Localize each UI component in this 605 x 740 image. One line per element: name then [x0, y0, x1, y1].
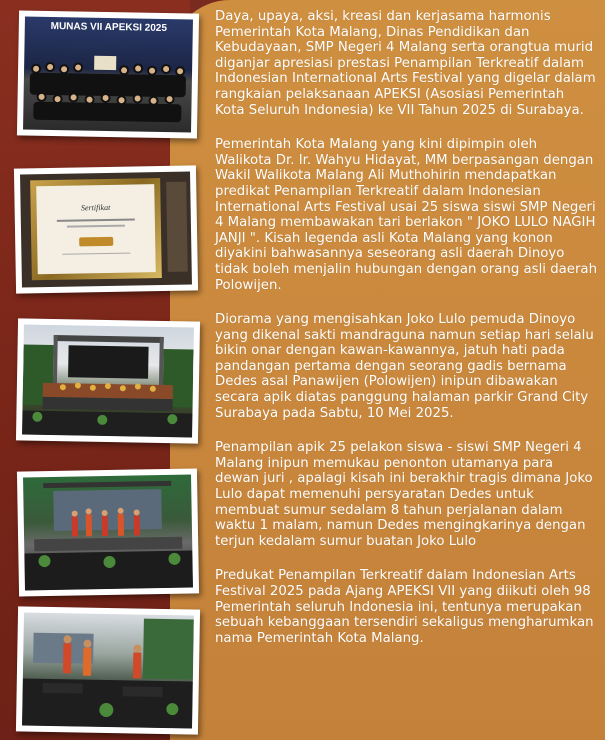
paragraph-3: Diorama yang mengisahkan Joko Lulo pemuda Dinoyo yang dikenal sakti mandraguna namun setiap hari selalu bikin onar dengan kawan-kawannya, jatuh hati pada pandangan pertama dengan seorang gadis bernama Dedes asal Panawijen (Polowijen) inipun dibawakan secara apik diatas panggung halaman parkir Grand City Surabaya pada Sabtu, 10 Mei 2025. [215, 312, 594, 421]
paragraph-5: Predukat Penampilan Terkreatif dalam Indonesian Arts Festival 2025 pada Ajang APEKSI VII yang diikuti oleh 98 Pemerintah seluruh Indonesia ini, tentunya merupakan sebuah kebanggaan tersendiri sekaligus mengharumkan nama Pemerintah Kota Malang. [215, 568, 594, 646]
paragraph-4: Penampilan apik 25 pelakon siswa - siswi SMP Negeri 4 Malang inipun memukau penonton utamanya para dewan juri , apalagi kisah ini berakhir tragis dimana Joko Lulo dapat memenuhi persyaratan Dedes untuk membuat sumur sedalam 8 tahun perjalanan dalam waktu 1 malam, namun Dedes mengingkarinya dengan terjun kedalam sumur buatan Joko Lulo [215, 440, 593, 549]
group-photo [17, 10, 199, 138]
certificate-frame [30, 178, 162, 280]
banner-caption: MUNAS VII APEKSI 2025 [50, 20, 168, 35]
group-people-illustration [23, 17, 193, 133]
paragraph-2: Pemerintah Kota Malang yang kini dipimpin oleh Walikota Dr. Ir. Wahyu Hidayat, MM berpasangan dengan Wakil Walikota Malang Ali Muthohirin mendapatkan predikat Penampilan Terkreatif dalam Indonesian International Arts Festival usai 25 siswa siswi SMP Negeri 4 Malang membawakan tari berlakon " JOKO LULO NAGIH JANJI ". Kisah legenda asli Kota Malang yang konon diyakini bahwasannya seseorang asli daerah Dinoyo tidak boleh menjalin hubungan dengan orang asli daerah Polowijen. [215, 137, 598, 293]
performers-illustration [22, 613, 194, 729]
performers-photo [16, 606, 200, 734]
article-text [215, 9, 597, 665]
certificate-photo [14, 165, 198, 293]
stage-wide-photo [16, 318, 200, 443]
dancers-illustration [23, 475, 193, 591]
paragraph-1: Daya, upaya, aksi, kreasi dan kerjasama harmonis Pemerintah Kota Malang, Dinas Pendidikan dan Kebudayaan, SMP Negeri 4 Malang serta orangtua murid diganjar apresiasi prestasi Penampilan Terkreatif dalam Indonesian International Arts Festival yang digelar dalam rangkaian pelaksanaan APEKSI (Asosiasi Pemerintah Kota Seluruh Indonesia) ke VII Tahun 2025 di Surabaya. [215, 9, 596, 118]
certificate-badge [79, 237, 113, 247]
dancers-photo [17, 468, 199, 596]
stage-illustration [22, 325, 194, 438]
certificate-title: Sertifikat [80, 202, 111, 213]
